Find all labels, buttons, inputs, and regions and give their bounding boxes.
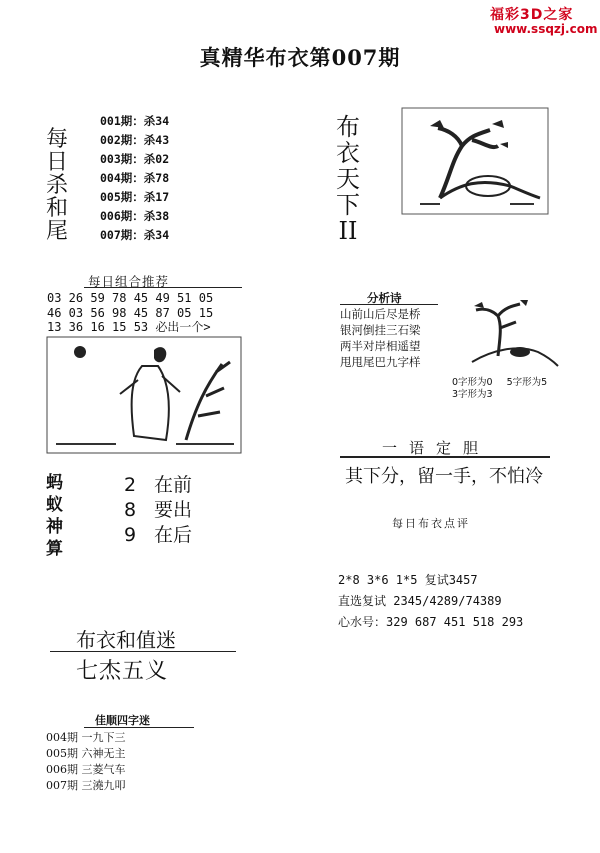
- label-char: 天: [336, 165, 360, 193]
- numbers-block: [338, 570, 523, 633]
- daily-combo-title: 每日组合推荐: [88, 274, 170, 289]
- watermark-site-name: 福彩3D之家: [490, 7, 574, 23]
- label-char: 蚁: [46, 495, 63, 515]
- yiyu-dingdan-text: 其下分，留一手，不怕冷: [345, 466, 543, 487]
- divider: [340, 456, 550, 458]
- label-char: 和: [46, 196, 69, 221]
- combo-row: 13 36 16 15 53 必出一个>: [47, 320, 211, 334]
- combo-row: 46 03 56 98 45 87 05 15: [47, 305, 214, 320]
- ant-calc-label: [46, 472, 63, 560]
- label-char: 衣: [336, 139, 360, 167]
- list-item: 007期：杀34: [100, 228, 170, 242]
- analysis-poem-lines: [340, 306, 421, 370]
- jiashun-title: 佳顺四字迷: [95, 714, 150, 727]
- label-char: II: [338, 217, 358, 245]
- poem-line: 山前山后尽是桥: [340, 307, 421, 321]
- label-char: 下: [336, 191, 360, 219]
- divider: [84, 727, 194, 728]
- daily-kill-list: [100, 112, 169, 245]
- list-item: 005期 六神无主: [46, 747, 126, 760]
- poem-line: 甩甩尾巴九字样: [340, 355, 421, 369]
- scholar-sketch-illustration: [46, 336, 242, 454]
- landscape-sketch-illustration: [462, 292, 562, 372]
- watermark-url: www.ssqzj.com: [494, 22, 598, 36]
- yiyu-dingdan-title: 一语定胆: [382, 439, 491, 457]
- label-char: 杀: [46, 173, 69, 198]
- list-item: 001期：杀34: [100, 114, 170, 128]
- ant-calc-row: [124, 470, 192, 497]
- daily-kill-label: [46, 128, 68, 243]
- buyi-riddle-answer: 七杰五义: [76, 659, 169, 684]
- direct-line: 直选复试 2345/4289/74389: [338, 594, 502, 608]
- analysis-poem-title: 分析诗: [367, 291, 402, 305]
- combo-row: 03 26 59 78 45 49 51 05: [47, 291, 214, 305]
- shape-note: 0字形为0: [452, 377, 493, 388]
- label-char: 算: [46, 539, 63, 559]
- list-item: 005期：杀17: [100, 190, 170, 204]
- label-char: 神: [46, 517, 63, 537]
- poem-line: 银河倒挂三石梁: [340, 323, 421, 337]
- ant-calc-row: [124, 495, 192, 522]
- list-item: 007期 三澆九叩: [46, 779, 126, 792]
- list-item: 006期：杀38: [100, 209, 170, 223]
- divider: [84, 287, 242, 288]
- label-char: 蚂: [46, 473, 63, 493]
- ant-text: 要出: [154, 499, 193, 521]
- list-item: 004期 一九下三: [46, 731, 126, 744]
- list-item: 002期：杀43: [100, 133, 170, 147]
- page-title: 真精华布衣第007期: [199, 45, 401, 70]
- tree-sketch-illustration: [400, 106, 550, 216]
- buyi-riddle-title: 布衣和值迷: [76, 628, 176, 652]
- buyi-tianxia-label: [336, 114, 360, 244]
- ant-digit: 8: [124, 499, 137, 521]
- shape-note: 5字形为5: [506, 377, 548, 388]
- label-char: 布: [336, 113, 360, 141]
- pairs-line: 2*8 3*6 1*5 复试3457: [338, 573, 478, 587]
- heart-line: 心水号：329 687 451 518 293: [338, 615, 524, 629]
- label-char: 尾: [46, 219, 69, 244]
- shape-note: 3字形为3: [452, 389, 493, 400]
- list-item: 006期 三菱气车: [46, 763, 126, 776]
- divider: [50, 651, 236, 652]
- list-item: 003期：杀02: [100, 152, 170, 166]
- divider: [340, 304, 438, 305]
- shape-notes: [452, 377, 547, 401]
- daily-combo-numbers: [47, 291, 213, 335]
- ant-digit: 9: [124, 524, 137, 546]
- poem-line: 两半对岸相遥望: [340, 339, 421, 353]
- jiashun-list: [46, 730, 126, 794]
- label-char: 每: [46, 127, 69, 152]
- ant-text: 在后: [154, 524, 193, 546]
- ant-text: 在前: [154, 474, 193, 496]
- list-item: 004期：杀78: [100, 171, 170, 185]
- label-char: 日: [46, 150, 69, 175]
- ant-calc-row: [124, 520, 192, 547]
- daily-comment-title: 每日布衣点评: [392, 517, 470, 530]
- ant-digit: 2: [124, 474, 137, 496]
